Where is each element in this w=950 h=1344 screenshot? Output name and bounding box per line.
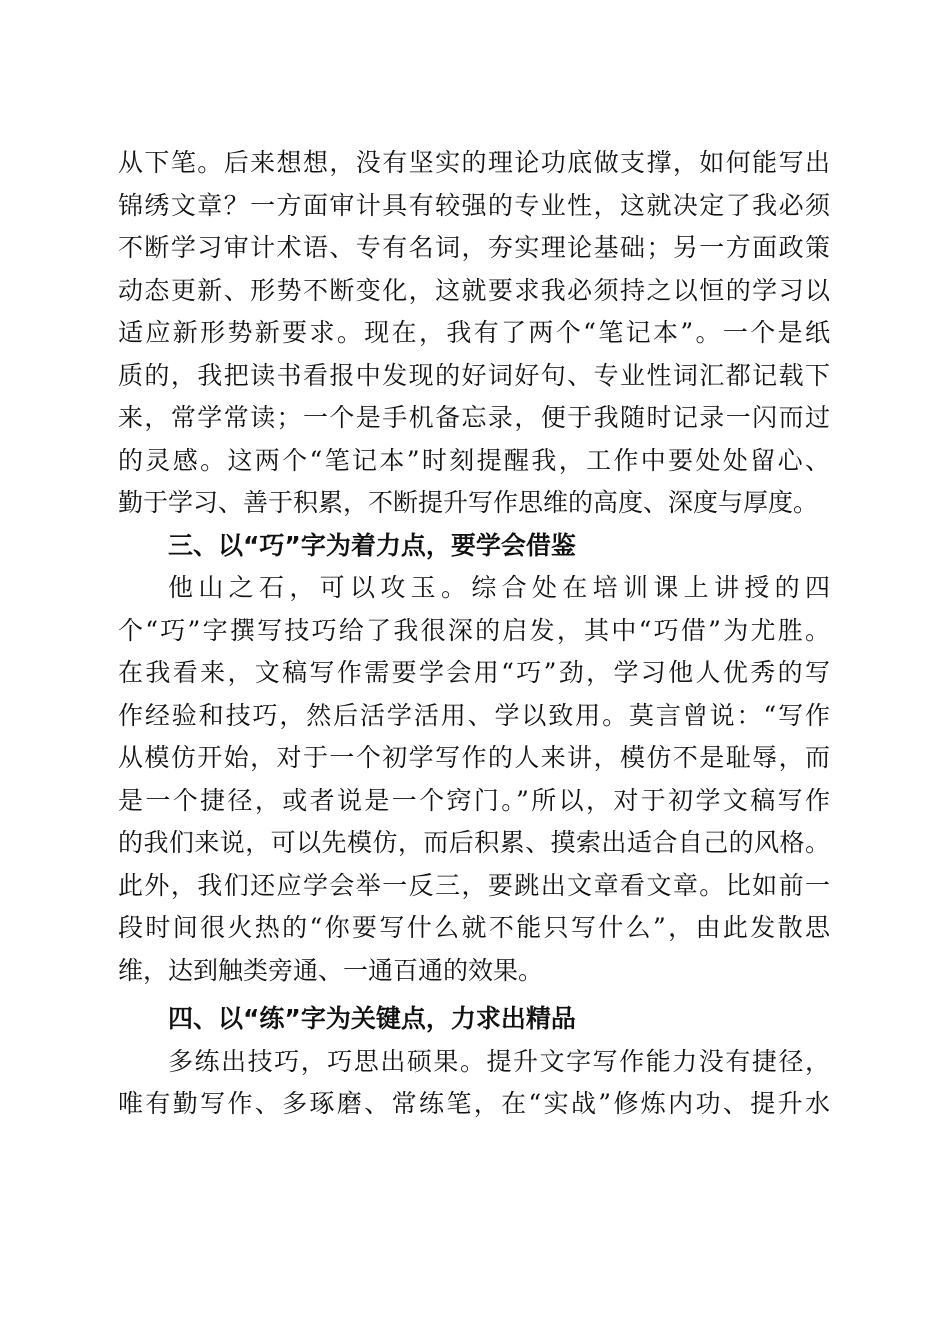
- text-line: 锦绣文章？一方面审计具有较强的专业性，这就决定了我必须: [118, 190, 830, 220]
- text-line: 个“巧”字撰写技巧给了我很深的启发，其中“巧借”为尤胜。: [118, 615, 830, 645]
- text-line: 是一个捷径，或者说是一个窍门。”所以，对于初学文稿写作: [118, 785, 830, 815]
- text-line: 多练出技巧，巧思出硕果。提升文字写作能力没有捷径，: [168, 1046, 830, 1076]
- text-line: 动态更新、形势不断变化，这就要求我必须持之以恒的学习以: [118, 275, 830, 305]
- text-line: 在我看来，文稿写作需要学会用“巧”劲，学习他人优秀的写: [118, 658, 830, 687]
- text-line: 适应新形势新要求。现在，我有了两个“笔记本”。一个是纸: [118, 318, 830, 347]
- text-line: 作经验和技巧，然后活学活用、学以致用。莫言曾说：“写作: [118, 700, 830, 730]
- text-line: 他山之石，可以攻玉。综合处在培训课上讲授的四: [168, 573, 830, 602]
- text-line: 段时间很火热的“你要写什么就不能只写什么”，由此发散思: [118, 913, 830, 942]
- text-line: 的我们来说，可以先模仿，而后积累、摸索出适合自己的风格。: [118, 828, 830, 857]
- section-heading-3: 三、以“巧”字为着力点，要学会借鉴: [168, 530, 576, 560]
- paragraph-notebooks: [118, 142, 830, 525]
- section-heading-4: 四、以“练”字为关键点，力求出精品: [168, 1004, 576, 1033]
- paragraph-practice: [118, 1041, 830, 1126]
- text-line: 维，达到触类旁通、一通百通的效果。: [118, 955, 544, 985]
- text-line: 质的，我把读书看报中发现的好词好句、专业性词汇都记载下: [118, 360, 830, 390]
- text-line: 勤于学习、善于积累，不断提升写作思维的高度、深度与厚度。: [118, 488, 819, 517]
- document-body: [118, 142, 830, 1126]
- text-line: 从下笔。后来想想，没有坚实的理论功底做支撑，如何能写出: [118, 148, 830, 177]
- text-line: 不断学习审计术语、专有名词，夯实理论基础；另一方面政策: [118, 233, 830, 262]
- text-line: 唯有勤写作、多琢磨、常练笔，在“实战”修炼内功、提升水: [118, 1089, 830, 1118]
- text-line: 从模仿开始，对于一个初学写作的人来讲，模仿不是耻辱，而: [118, 743, 830, 772]
- paragraph-learn-from-others: [118, 567, 830, 992]
- text-line: 的灵感。这两个“笔记本”时刻提醒我，工作中要处处留心、: [118, 445, 830, 475]
- text-line: 此外，我们还应学会举一反三，要跳出文章看文章。比如前一: [118, 870, 830, 900]
- text-line: 来，常学常读；一个是手机备忘录，便于我随时记录一闪而过: [118, 403, 830, 432]
